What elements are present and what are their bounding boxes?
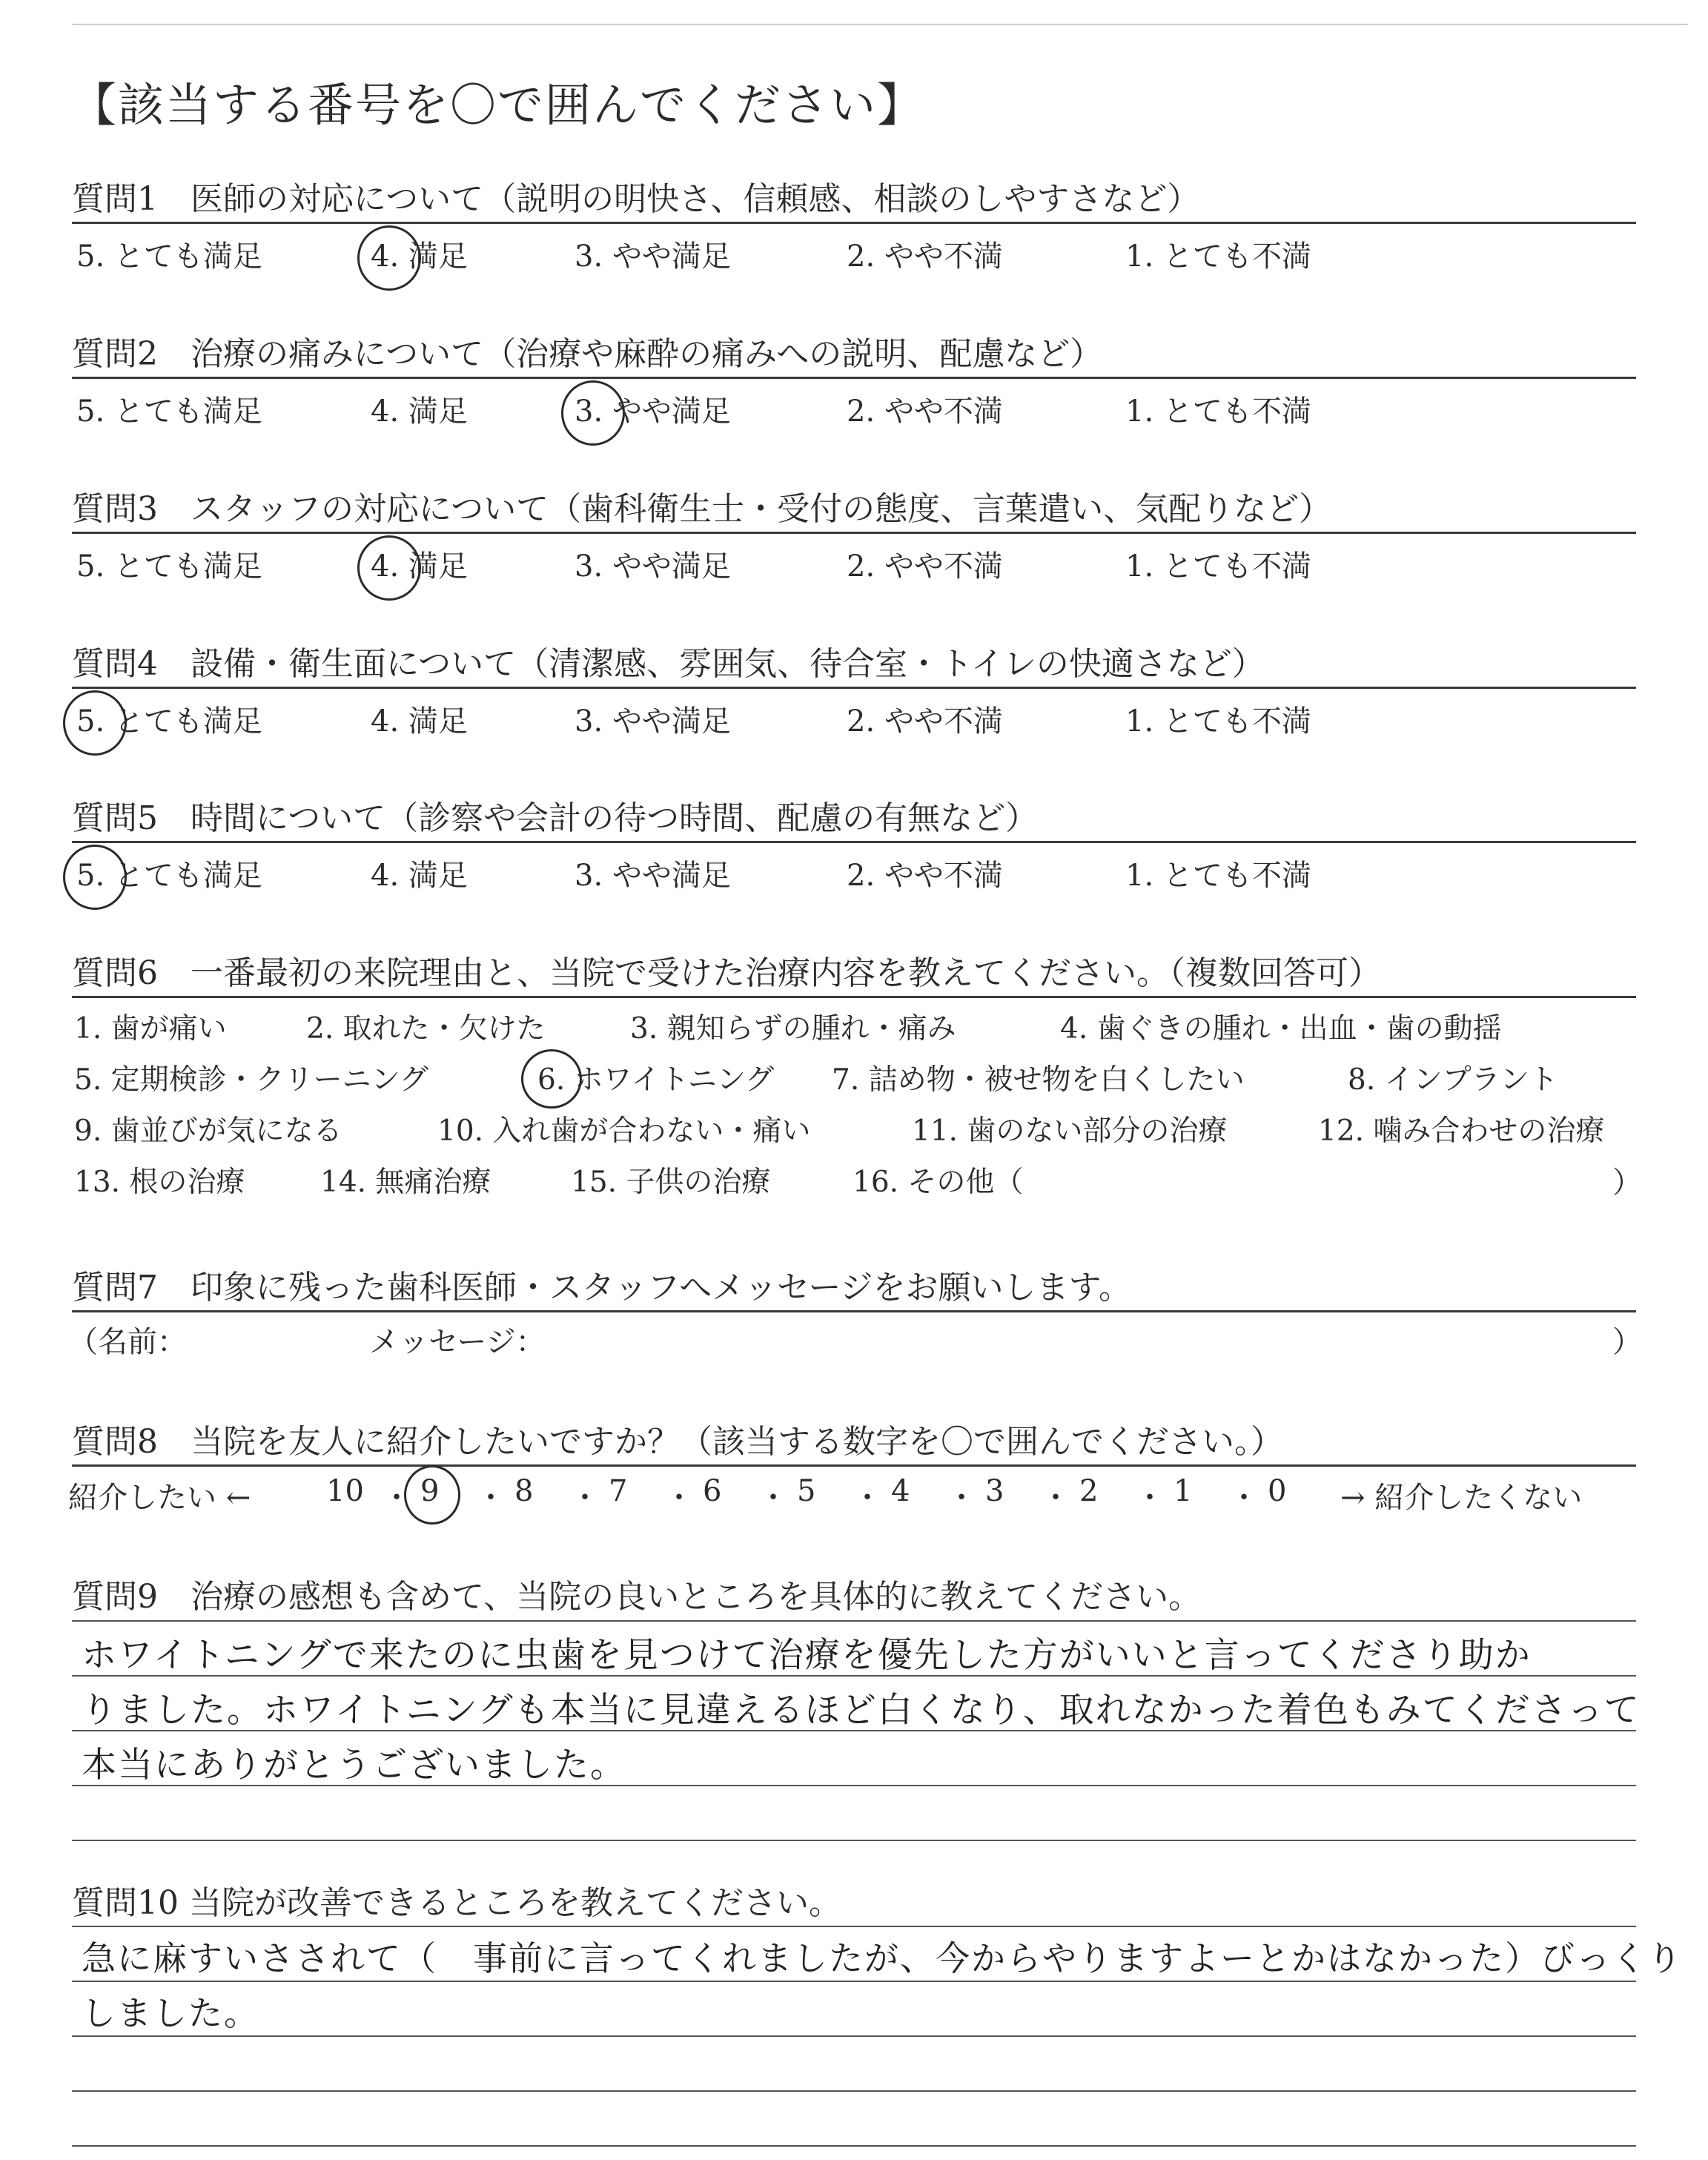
q7-name-label: （名前： <box>68 1325 187 1359</box>
question-5-option[interactable]: 5. とても満足 <box>76 859 262 893</box>
q8-scale-value[interactable]: 3 <box>985 1474 1004 1508</box>
q8-scale-dot: ・ <box>758 1481 788 1515</box>
question-3-option[interactable]: 4. 満足 <box>371 549 468 584</box>
q8-scale-value[interactable]: 0 <box>1268 1474 1287 1508</box>
q6-option[interactable]: 16. その他（ <box>853 1166 1024 1199</box>
question-6-label: 質問6 一番最初の来院理由と、当院で受けた治療内容を教えてください。（複数回答可） <box>72 954 1381 992</box>
question-4-label: 質問4 設備・衛生面について（清潔感、雰囲気、待合室・トイレの快適さなど） <box>72 645 1265 683</box>
q8-left-label: 紹介したい ← <box>68 1481 251 1515</box>
question-10-label: 質問10 当院が改善できるところを教えてください。 <box>72 1884 841 1922</box>
q6-option[interactable]: 9. 歯並びが気になる <box>74 1114 342 1148</box>
question-5-label: 質問5 時間について（診察や会計の待つ時間、配慮の有無など） <box>72 799 1039 837</box>
question-8-rule <box>72 1464 1636 1467</box>
question-1-option[interactable]: 4. 満足 <box>371 240 468 274</box>
selection-circle <box>63 690 127 756</box>
q6-option[interactable]: 10. 入れ歯が合わない・痛い <box>437 1114 811 1148</box>
q8-scale-dot: ・ <box>664 1481 694 1515</box>
q9-answer-text: りました。ホワイトニングも本当に見違えるほど白くなり、取れなかった着色もみてくださって <box>82 1690 1641 1731</box>
q6-option[interactable]: 4. 歯ぐきの腫れ・出血・歯の動揺 <box>1060 1012 1502 1046</box>
top-border <box>72 24 1688 25</box>
q6-option[interactable]: 7. 詰め物・被せ物を白くしたい <box>832 1063 1245 1097</box>
q10-answer-line <box>72 2090 1636 2092</box>
selection-circle <box>63 845 127 910</box>
selection-circle <box>521 1049 582 1109</box>
question-4-option[interactable]: 3. やや満足 <box>575 704 731 739</box>
question-2-label: 質問2 治療の痛みについて（治療や麻酔の痛みへの説明、配慮など） <box>72 335 1103 373</box>
q9-answer-line <box>72 1840 1636 1841</box>
q10-answer-text: しました。 <box>82 1993 259 2033</box>
q8-scale-value[interactable]: 2 <box>1079 1474 1099 1508</box>
question-5-option[interactable]: 4. 満足 <box>371 859 468 893</box>
q6-option[interactable]: 11. 歯のない部分の治療 <box>912 1114 1228 1148</box>
q8-scale-value[interactable]: 1 <box>1174 1474 1193 1508</box>
page-title: 【該当する番号を〇で囲んでください】 <box>70 78 925 132</box>
question-1-option[interactable]: 5. とても満足 <box>76 240 262 274</box>
q6-option[interactable]: 5. 定期検診・クリーニング <box>74 1063 428 1097</box>
question-4-rule <box>72 687 1636 689</box>
q9-answer-text: ホワイトニングで来たのに虫歯を見つけて治療を優先した方がいいと言ってくださり助か <box>82 1635 1532 1676</box>
question-8-label: 質問8 当院を友人に紹介したいですか？（該当する数字を〇で囲んでください。） <box>72 1423 1283 1461</box>
q10-answer-line <box>72 2035 1636 2037</box>
question-5-option[interactable]: 3. やや満足 <box>575 859 731 893</box>
q8-scale-value[interactable]: 6 <box>703 1474 722 1508</box>
question-3-option[interactable]: 5. とても満足 <box>76 549 262 584</box>
question-7-label: 質問7 印象に残った歯科医師・スタッフへメッセージをお願いします。 <box>72 1269 1131 1307</box>
question-1-option[interactable]: 1. とても不満 <box>1125 240 1311 274</box>
question-6-rule <box>72 996 1636 998</box>
q7-close: ） <box>1612 1325 1642 1359</box>
question-1-label: 質問1 医師の対応について（説明の明快さ、信頼感、相談のしやすさなど） <box>72 180 1200 218</box>
q9-answer-text: 本当にありがとうございました。 <box>82 1745 626 1786</box>
q6-option[interactable]: 2. 取れた・欠けた <box>306 1012 546 1046</box>
question-5-option[interactable]: 1. とても不満 <box>1125 859 1311 893</box>
question-4-option[interactable]: 1. とても不満 <box>1125 704 1311 739</box>
question-1-option[interactable]: 2. やや不満 <box>847 240 1003 274</box>
q6-option[interactable]: 6. ホワイトニング <box>537 1063 775 1097</box>
question-1-rule <box>72 222 1636 224</box>
question-2-option[interactable]: 2. やや不満 <box>847 394 1003 429</box>
question-2-option[interactable]: 3. やや満足 <box>575 394 731 429</box>
q8-scale-dot: ・ <box>947 1481 976 1515</box>
q6-option[interactable]: 3. 親知らずの腫れ・痛み <box>630 1012 956 1046</box>
selection-circle <box>357 225 421 291</box>
question-2-option[interactable]: 5. とても満足 <box>76 394 262 429</box>
q9-answer-line <box>72 1620 1636 1622</box>
question-3-label: 質問3 スタッフの対応について（歯科衛生士・受付の態度、言葉遣い、気配りなど） <box>72 490 1332 528</box>
q8-scale-dot: ・ <box>476 1481 506 1515</box>
q8-scale-dot: ・ <box>1229 1481 1259 1515</box>
question-4-option[interactable]: 4. 満足 <box>371 704 468 739</box>
q6-option[interactable]: 13. 根の治療 <box>74 1166 245 1199</box>
q10-answer-line <box>72 1926 1636 1927</box>
selection-circle <box>404 1465 460 1525</box>
question-3-rule <box>72 532 1636 534</box>
q8-scale-dot: ・ <box>1135 1481 1165 1515</box>
question-3-option[interactable]: 3. やや満足 <box>575 549 731 584</box>
q6-option[interactable]: 12. 噛み合わせの治療 <box>1318 1114 1605 1148</box>
question-9-label: 質問9 治療の感想も含めて、当院の良いところを具体的に教えてください。 <box>72 1578 1202 1616</box>
q10-answer-line <box>72 2145 1636 2147</box>
question-2-rule <box>72 377 1636 379</box>
question-3-option[interactable]: 2. やや不満 <box>847 549 1003 584</box>
question-7-rule <box>72 1310 1636 1312</box>
selection-circle <box>561 380 625 446</box>
q8-scale-value[interactable]: 5 <box>797 1474 816 1508</box>
q8-scale-dot: ・ <box>382 1481 411 1515</box>
question-4-option[interactable]: 5. とても満足 <box>76 704 262 739</box>
q6-other-close: ） <box>1612 1166 1642 1200</box>
q8-right-label: → 紹介したくない <box>1340 1481 1583 1515</box>
q10-answer-text: 急に麻すいさされて（ 事前に言ってくれましたが、今からやりますよーとかはなかった）びっくり <box>82 1938 1683 1978</box>
q8-scale-value[interactable]: 4 <box>891 1474 910 1508</box>
selection-circle <box>357 535 421 601</box>
q6-option[interactable]: 1. 歯が痛い <box>74 1012 227 1046</box>
q8-scale-value[interactable]: 7 <box>609 1474 628 1508</box>
q8-scale-dot: ・ <box>570 1481 600 1515</box>
q10-answer-line <box>72 1981 1636 1982</box>
q8-scale-value[interactable]: 10 <box>326 1474 364 1508</box>
q6-option[interactable]: 15. 子供の治療 <box>571 1166 771 1199</box>
q8-scale-dot: ・ <box>1041 1481 1070 1515</box>
question-4-option[interactable]: 2. やや不満 <box>847 704 1003 739</box>
q6-option[interactable]: 8. インプラント <box>1348 1063 1558 1097</box>
question-1-option[interactable]: 3. やや満足 <box>575 240 731 274</box>
question-5-option[interactable]: 2. やや不満 <box>847 859 1003 893</box>
question-2-option[interactable]: 4. 満足 <box>371 394 468 429</box>
q8-scale-dot: ・ <box>853 1481 882 1515</box>
question-5-rule <box>72 841 1636 843</box>
question-3-option[interactable]: 1. とても不満 <box>1125 549 1311 584</box>
q8-scale-value[interactable]: 8 <box>514 1474 534 1508</box>
q8-scale-value[interactable]: 9 <box>420 1474 440 1508</box>
question-2-option[interactable]: 1. とても不満 <box>1125 394 1311 429</box>
q7-message-label: メッセージ： <box>369 1325 546 1359</box>
q6-option[interactable]: 14. 無痛治療 <box>320 1166 491 1199</box>
